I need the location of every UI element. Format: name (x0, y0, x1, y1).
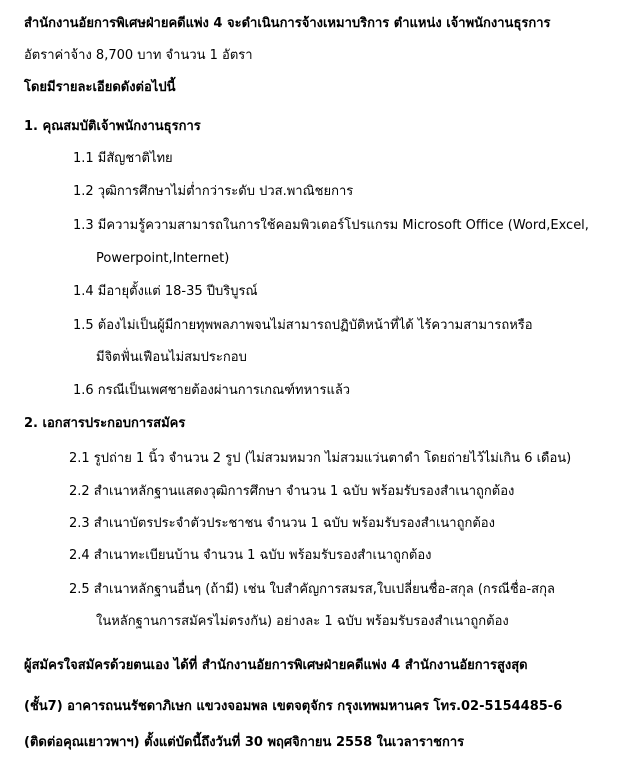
qualification-item: 1.4 มีอายุตั้งแต่ 18-35 ปีบริบูรณ์ (73, 284, 258, 299)
document-item: 2.4 สำเนาทะเบียนบ้าน จำนวน 1 ฉบับ พร้อมรับรองสำเนาถูกต้อง (69, 548, 432, 563)
document-item: 2.5 สำเนาหลักฐานอื่นๆ (ถ้ามี) เช่น ใบสำคัญการสมรส,ใบเปลี่ยนชื่อ-สกุล (กรณีชื่อ-สกุล (69, 582, 555, 597)
footer-line-1: ผู้สมัครใจสมัครด้วยตนเอง ได้ที่ สำนักงานอัยการพิเศษฝ่ายคดีแพ่ง 4 สำนักงานอัยการสูงสุด (24, 658, 528, 673)
intro-line-1: สำนักงานอัยการพิเศษฝ่ายคดีแพ่ง 4 จะดำเนินการจ้างเหมาบริการ ตำแหน่ง เจ้าพนักงานธุรการ (24, 16, 551, 31)
section-2-heading: 2. เอกสารประกอบการสมัคร (24, 416, 186, 431)
qualification-item: 1.1 มีสัญชาติไทย (73, 151, 173, 166)
footer-line-2: (ชั้น7) อาคารถนนรัชดาภิเษก แขวงจอมพล เขตจตุจักร กรุงเทพมหานคร โทร.02-5154485-6 (24, 699, 563, 714)
document-item: 2.3 สำเนาบัตรประจำตัวประชาชน จำนวน 1 ฉบับ พร้อมรับรองสำเนาถูกต้อง (69, 516, 495, 531)
intro-line-2: อัตราค่าจ้าง 8,700 บาท จำนวน 1 อัตรา (24, 48, 253, 63)
document-item: 2.1 รูปถ่าย 1 นิ้ว จำนวน 2 รูป (ไม่สวมหมวก ไม่สวมแว่นตาดำ โดยถ่ายไว้ไม่เกิน 6 เดือน) (69, 451, 572, 466)
qualification-item: 1.6 กรณีเป็นเพศชายต้องผ่านการเกณฑ์ทหารแล้ว (73, 383, 351, 398)
qualification-item-continued: Powerpoint,Internet) (96, 251, 230, 266)
qualification-item: 1.5 ต้องไม่เป็นผู้มีกายทุพพลภาพจนไม่สามารถปฏิบัติหน้าที่ได้ ไร้ความสามารถหรือ (73, 318, 533, 333)
details-heading: โดยมีรายละเอียดดังต่อไปนี้ (24, 80, 176, 95)
qualification-item-continued: มีจิตฟั่นเฟือนไม่สมประกอบ (96, 350, 247, 365)
section-1-heading: 1. คุณสมบัติเจ้าพนักงานธุรการ (24, 119, 201, 134)
qualification-item: 1.3 มีความรู้ความสามารถในการใช้คอมพิวเตอร์โปรแกรม Microsoft Office (Word,Excel, (73, 218, 589, 233)
qualification-item: 1.2 วุฒิการศึกษาไม่ต่ำกว่าระดับ ปวส.พาณิชยการ (73, 184, 354, 199)
document-item-continued: ในหลักฐานการสมัครไม่ตรงกัน) อย่างละ 1 ฉบับ พร้อมรับรองสำเนาถูกต้อง (96, 614, 509, 629)
document-item: 2.2 สำเนาหลักฐานแสดงวุฒิการศึกษา จำนวน 1 ฉบับ พร้อมรับรองสำเนาถูกต้อง (69, 484, 515, 499)
footer-line-3: (ติดต่อคุณเยาวพาฯ) ตั้งแต่บัดนี้ถึงวันที่ 30 พฤศจิกายน 2558 ในเวลาราชการ (24, 735, 465, 750)
